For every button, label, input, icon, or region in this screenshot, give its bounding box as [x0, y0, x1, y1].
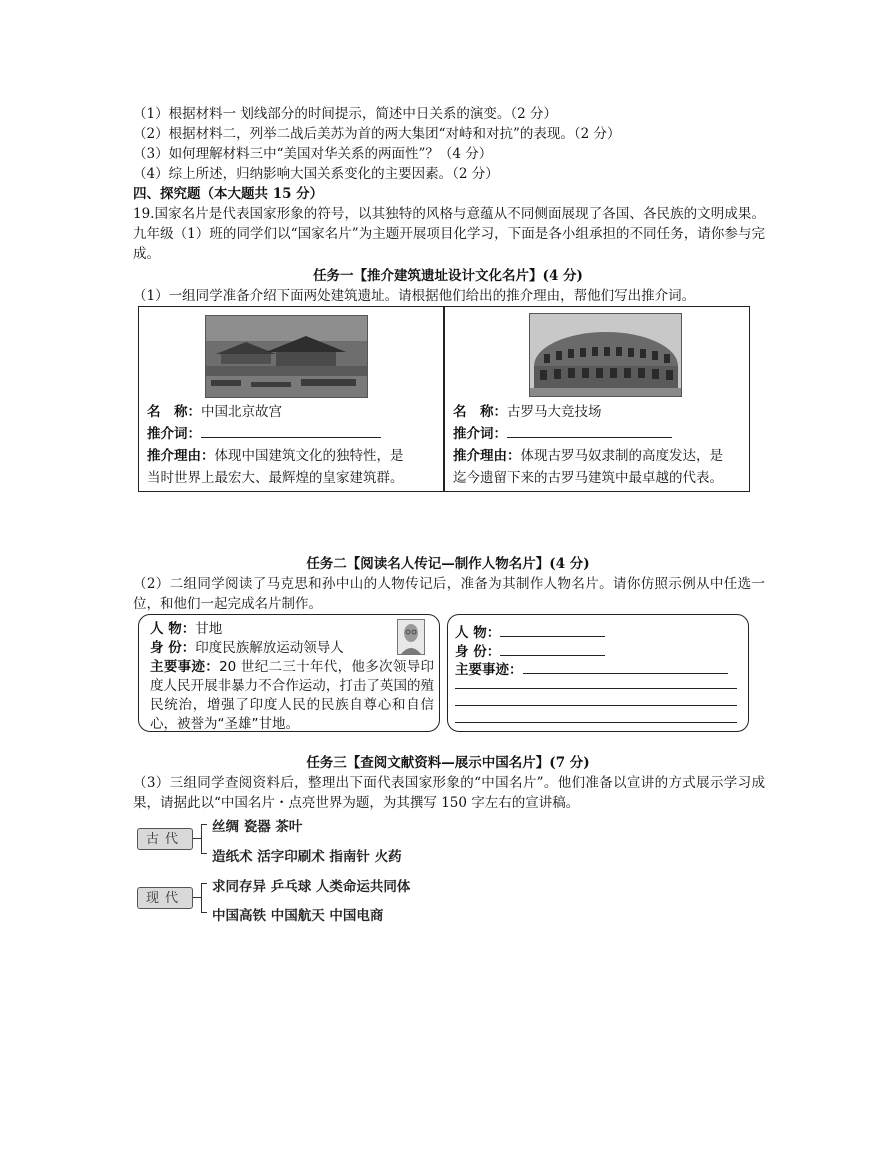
- blank-deeds-field-1[interactable]: [523, 659, 728, 674]
- ancient-branch-2: 造纸术 活字印刷术 指南针 火药: [212, 849, 402, 865]
- example-deeds-value: 20 世纪二三十年代，他多次领导印度人民开展非暴力不合作运动，打击了英国的殖民统治，增强了印度人民的民族自尊心和自信心，被誉为“圣雄”甘地。: [150, 659, 434, 732]
- example-deeds-label: 主要事迹：: [150, 659, 220, 675]
- colosseum-photo: [529, 313, 682, 397]
- ancient-bracket: [201, 824, 207, 854]
- example-person-row: [150, 620, 395, 639]
- left-reason-label: 推介理由：: [147, 448, 215, 464]
- forbidden-city-photo: [205, 315, 368, 398]
- right-reason-label: 推介理由：: [453, 448, 521, 464]
- modern-bracket: [201, 883, 207, 913]
- blank-person-row: [455, 622, 605, 643]
- left-reason-row: [147, 444, 404, 468]
- blank-identity-label: 身 份：: [455, 644, 501, 660]
- right-reason-row: [453, 444, 723, 468]
- ancient-branch-1: 丝绸 瓷器 茶叶: [212, 819, 303, 835]
- left-name-row: [147, 400, 282, 424]
- right-words-row: [453, 422, 672, 446]
- right-name-label: 名 称：: [453, 404, 507, 420]
- modern-tag: 现代: [137, 887, 193, 909]
- gandhi-portrait: [397, 619, 425, 655]
- right-reason-line2: 迄今遗留下来的古罗马建筑中最卓越的代表。: [453, 470, 723, 486]
- blank-identity-field[interactable]: [500, 641, 605, 656]
- blank-deeds-field-3[interactable]: [455, 691, 737, 706]
- blank-deeds-field-2[interactable]: [455, 674, 737, 689]
- example-deeds-row: [150, 658, 434, 734]
- task1-prompt: （1）一组同学准备介绍下面两处建筑遗址。请根据他们给出的推介理由，帮他们写出推介词。: [133, 288, 696, 304]
- modern-branch-2: 中国高铁 中国航天 中国电商: [212, 908, 384, 924]
- modern-branch-1: 求同存异 乒乓球 人类命运共同体: [212, 879, 411, 895]
- left-words-blank[interactable]: [201, 423, 381, 438]
- task2-prompt: （2）二组同学阅读了马克思和孙中山的人物传记后，准备为其制作人物名片。请你仿照示例从中任选一位，和他们一起完成名片制作。: [133, 576, 765, 612]
- right-reason-line1: 体现古罗马奴隶制的高度发达，是: [520, 448, 723, 464]
- question-3: （3）如何理解材料三中“美国对华关系的两面性”？（4 分）: [133, 146, 493, 162]
- ancient-connector: [193, 838, 201, 839]
- task2-title: 任务二【阅读名人传记—制作人物名片】(4 分): [306, 556, 590, 572]
- left-name-label: 名 称：: [147, 404, 201, 420]
- example-identity-row: [150, 639, 395, 658]
- left-name-value: 中国北京故宫: [201, 404, 282, 420]
- section-title: 四、探究题（本大题共 15 分）: [133, 186, 324, 202]
- example-identity-label: 身 份：: [150, 640, 196, 656]
- blank-deeds-field-4[interactable]: [455, 708, 737, 723]
- right-words-label: 推介词：: [453, 426, 507, 442]
- modern-connector: [193, 897, 201, 898]
- right-words-blank[interactable]: [507, 423, 672, 438]
- task1-divider: [443, 306, 445, 492]
- left-reason-line1: 体现中国建筑文化的独特性，是: [214, 448, 404, 464]
- left-words-row: [147, 422, 381, 446]
- example-identity-value: 印度民族解放运动领导人: [195, 640, 344, 656]
- task1-title: 任务一【推介建筑遗址设计文化名片】(4 分): [313, 268, 583, 284]
- blank-person-label: 人 物：: [455, 625, 501, 641]
- question-4: （4）综上所述，归纳影响大国关系变化的主要因素。（2 分）: [133, 166, 499, 182]
- example-person-label: 人 物：: [150, 621, 196, 637]
- ancient-tag: 古代: [137, 828, 193, 850]
- left-reason-line2: 当时世界上最宏大、最辉煌的皇家建筑群。: [147, 470, 404, 486]
- q19-intro: 19.国家名片是代表国家形象的符号，以其独特的风格与意蕴从不同侧面展现了各国、各民族的文明成果。九年级（1）班的同学们以“国家名片”为主题开展项目化学习，下面是各小组承担的不同任务，请你参与完成。: [133, 206, 765, 262]
- question-1: （1）根据材料一 划线部分的时间提示，简述中日关系的演变。（2 分）: [133, 106, 558, 122]
- task3-prompt: （3）三组同学查阅资料后，整理出下面代表国家形象的“中国名片”。他们准备以宣讲的方式展示学习成果，请据此以“中国名片・点亮世界为题，为其撰写 150 字左右的宣讲稿。: [133, 775, 765, 811]
- question-2: （2）根据材料二，列举二战后美苏为首的两大集团“对峙和对抗”的表现。（2 分）: [133, 126, 621, 142]
- right-name-value: 古罗马大竞技场: [507, 404, 602, 420]
- right-name-row: [453, 400, 602, 424]
- blank-deeds-label: 主要事迹：: [455, 662, 523, 678]
- example-person-value: 甘地: [195, 621, 223, 637]
- left-words-label: 推介词：: [147, 426, 201, 442]
- blank-person-field[interactable]: [500, 622, 605, 637]
- task3-title: 任务三【查阅文献资料—展示中国名片】(7 分): [306, 755, 590, 771]
